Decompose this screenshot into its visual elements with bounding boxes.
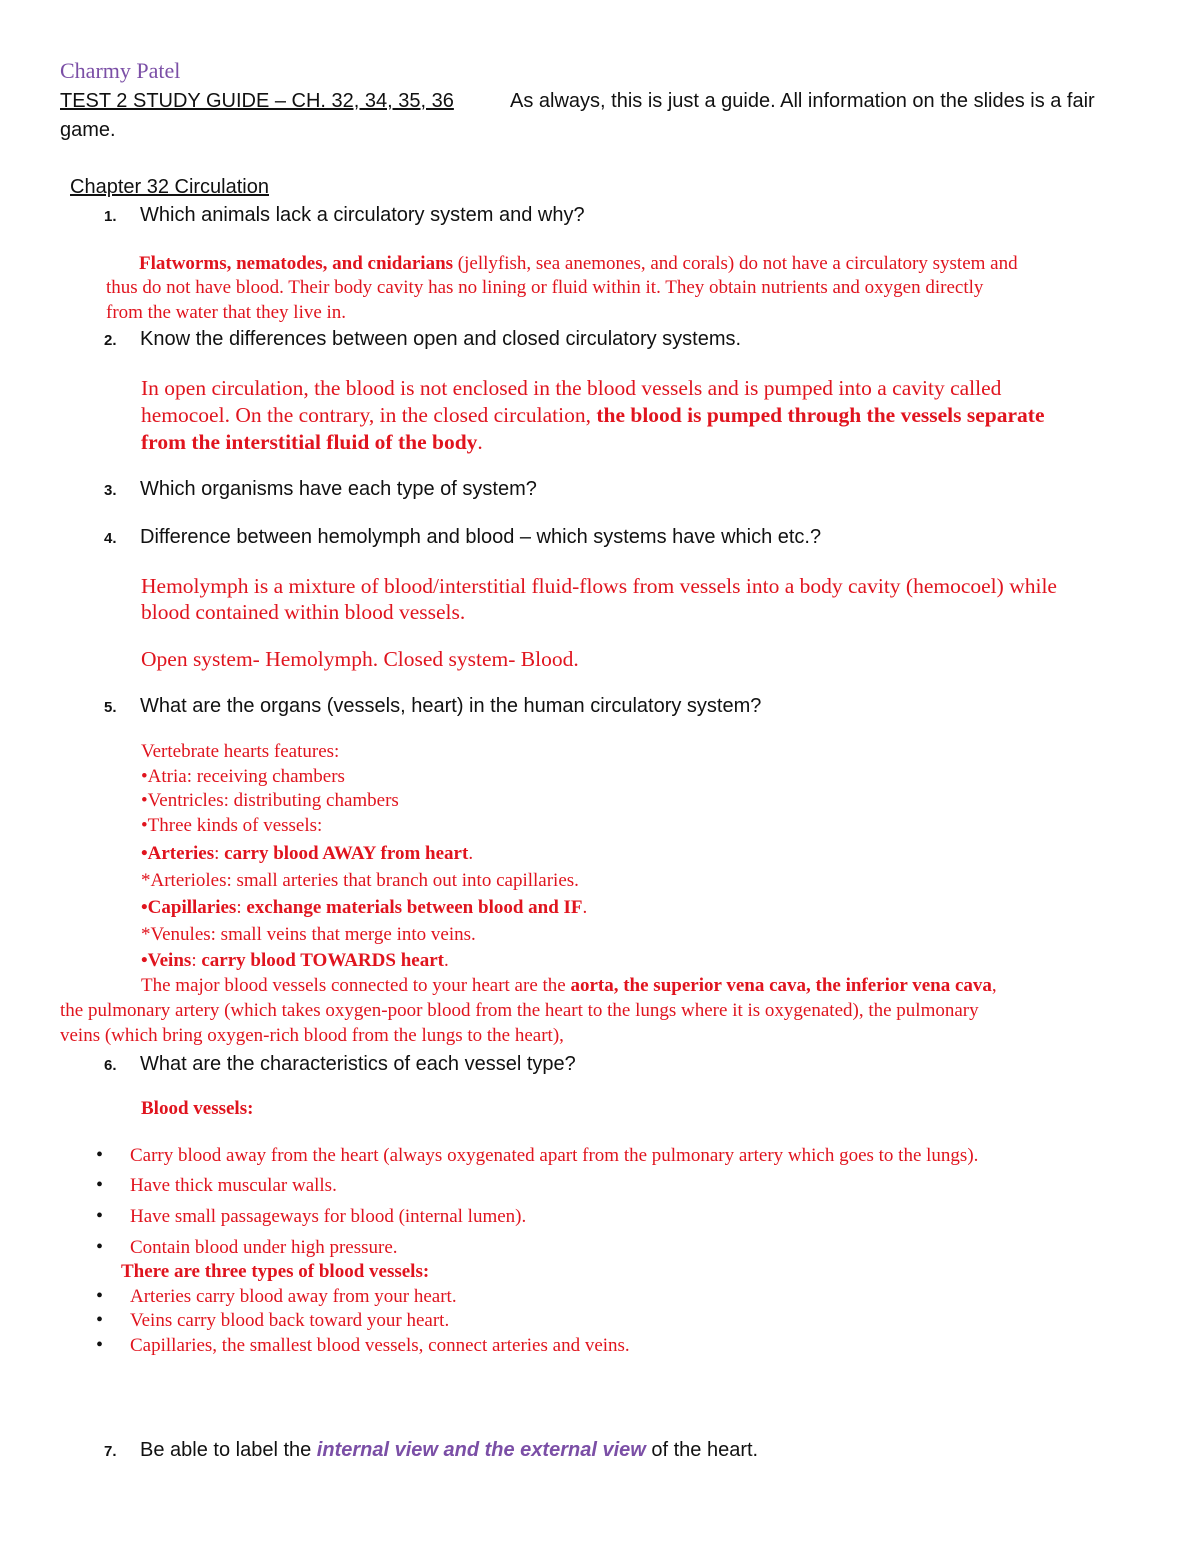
- bullet-item: [96, 1236, 398, 1259]
- answer-4-line-1: Hemolymph is a mixture of blood/interstitial fluid-flows from vessels into a body cavity (hemocoel) while: [141, 574, 1057, 598]
- bullet-icon: •: [96, 1205, 104, 1227]
- question-number: 5.: [104, 699, 117, 716]
- answer-5-arteries: [141, 843, 473, 865]
- question-6: [104, 1053, 576, 1076]
- question-number: 7.: [104, 1443, 117, 1460]
- bullet-icon: •: [96, 1236, 104, 1258]
- bullet-item: [96, 1144, 978, 1167]
- definition: carry blood TOWARDS heart: [201, 950, 444, 971]
- text: ,: [991, 975, 997, 996]
- question-text: Difference between hemolymph and blood – which systems have which etc.?: [140, 526, 822, 548]
- bullet-icon: •: [96, 1285, 104, 1307]
- question-text: Know the differences between open and closed circulatory systems.: [140, 328, 742, 350]
- author-name: Charmy Patel: [60, 58, 181, 83]
- answer-2-bold: from the interstitial fluid of the body: [141, 430, 478, 454]
- term: •Veins: [141, 950, 192, 971]
- answer-1-line-2: thus do not have blood. Their body cavity has no lining or fluid within it. They obtain nutrients and oxygen directly: [106, 277, 984, 298]
- bullet-item: [96, 1309, 449, 1332]
- doc-note-cont: game.: [60, 119, 116, 141]
- question-4: [104, 526, 821, 549]
- question-number: 2.: [104, 332, 117, 349]
- answer-2-text: hemocoel. On the contrary, in the closed circulation,: [141, 403, 597, 427]
- doc-note: As always, this is just a guide. All information on the slides is a fair: [510, 90, 1095, 112]
- term: •Arteries: [141, 843, 215, 864]
- answer-1-text: (jellyfish, sea anemones, and corals) do not have a circulatory system and: [453, 253, 1018, 274]
- answer-2-line-1: In open circulation, the blood is not enclosed in the blood vessels and is pumped into a cavity called: [141, 376, 1002, 400]
- sep: :: [236, 897, 247, 918]
- question-2: [104, 328, 741, 351]
- question-number: 4.: [104, 530, 117, 547]
- answer-5-major-line-3: veins (which bring oxygen-rich blood from the lungs to the heart),: [60, 1025, 564, 1046]
- answer-4-line-2: blood contained within blood vessels.: [141, 600, 466, 624]
- sep: :: [214, 843, 225, 864]
- bullet-icon: •: [96, 1174, 104, 1196]
- bullet-icon: •: [96, 1144, 104, 1166]
- answer-5-three-kinds: •Three kinds of vessels:: [141, 815, 323, 836]
- definition: exchange materials between blood and IF: [246, 897, 583, 918]
- bullet-item: [96, 1334, 630, 1357]
- definition: carry blood AWAY from heart: [224, 843, 469, 864]
- answer-6-heading: Blood vessels:: [141, 1098, 254, 1119]
- bullet-text: Veins carry blood back toward your heart.: [130, 1310, 450, 1331]
- question-text: Which organisms have each type of system?: [140, 478, 537, 500]
- answer-2-bold: the blood is pumped through the vessels separate: [596, 403, 1045, 427]
- bullet-text: Arteries carry blood away from your heart.: [130, 1286, 457, 1307]
- answer-2-line-3: [141, 430, 483, 455]
- answer-5-veins: [141, 950, 449, 972]
- question-text: Which animals lack a circulatory system and why?: [140, 204, 585, 226]
- bullet-text: Have small passageways for blood (internal lumen).: [130, 1206, 527, 1227]
- answer-5-heading: Vertebrate hearts features:: [141, 741, 340, 762]
- answer-6-heading-2: There are three types of blood vessels:: [121, 1261, 430, 1282]
- question-number: 6.: [104, 1057, 117, 1074]
- answer-1-line-3: from the water that they live in.: [106, 302, 347, 323]
- sep: .: [582, 897, 588, 918]
- answer-5-arterioles: *Arterioles: small arteries that branch out into capillaries.: [141, 870, 579, 891]
- answer-2-line-2: [141, 403, 1045, 428]
- answer-5-ventricles: •Ventricles: distributing chambers: [141, 790, 399, 811]
- bullet-text: Capillaries, the smallest blood vessels, connect arteries and veins.: [130, 1335, 630, 1356]
- question-5: [104, 695, 761, 718]
- chapter-heading: Chapter 32 Circulation: [70, 176, 269, 198]
- bullet-item: [96, 1174, 337, 1197]
- question-text-emphasis: internal view and the external view: [316, 1439, 646, 1461]
- question-3: [104, 478, 537, 501]
- question-1: [104, 204, 585, 227]
- answer-4-line-3: Open system- Hemolymph. Closed system- Blood.: [141, 647, 579, 671]
- answer-5-capillaries: [141, 897, 587, 919]
- question-7: [104, 1439, 758, 1462]
- answer-5-major-line-2: the pulmonary artery (which takes oxygen-poor blood from the heart to the lungs where it is oxygenated), the pulmonary: [60, 1000, 979, 1021]
- text: The major blood vessels connected to your heart are the: [141, 975, 571, 996]
- question-text: What are the characteristics of each vessel type?: [140, 1053, 576, 1075]
- doc-title: TEST 2 STUDY GUIDE – CH. 32, 34, 35, 36: [60, 90, 454, 112]
- answer-1-bold: Flatworms, nematodes, and cnidarians: [139, 253, 454, 274]
- sep: .: [468, 843, 474, 864]
- bullet-icon: •: [96, 1309, 104, 1331]
- question-text-pre: Be able to label the: [140, 1439, 317, 1461]
- term: •Capillaries: [141, 897, 237, 918]
- bold-text: aorta, the superior vena cava, the inferior vena cava: [570, 975, 992, 996]
- bullet-item: [96, 1205, 526, 1228]
- question-number: 3.: [104, 482, 117, 499]
- answer-5-atria: •Atria: receiving chambers: [141, 766, 345, 787]
- bullet-item: [96, 1285, 457, 1308]
- bullet-text: Carry blood away from the heart (always oxygenated apart from the pulmonary artery which goes to the lungs).: [130, 1145, 979, 1166]
- answer-2-text: .: [477, 430, 483, 454]
- sep: :: [191, 950, 202, 971]
- question-number: 1.: [104, 208, 117, 225]
- bullet-text: Have thick muscular walls.: [130, 1175, 337, 1196]
- bullet-text: Contain blood under high pressure.: [130, 1237, 398, 1258]
- question-text: What are the organs (vessels, heart) in the human circulatory system?: [140, 695, 762, 717]
- answer-5-major-line-1: [141, 975, 997, 997]
- question-text-post: of the heart.: [645, 1439, 759, 1461]
- sep: .: [443, 950, 449, 971]
- answer-1-line-1: [139, 253, 1018, 275]
- bullet-icon: •: [96, 1334, 104, 1356]
- answer-5-venules: *Venules: small veins that merge into veins.: [141, 924, 476, 945]
